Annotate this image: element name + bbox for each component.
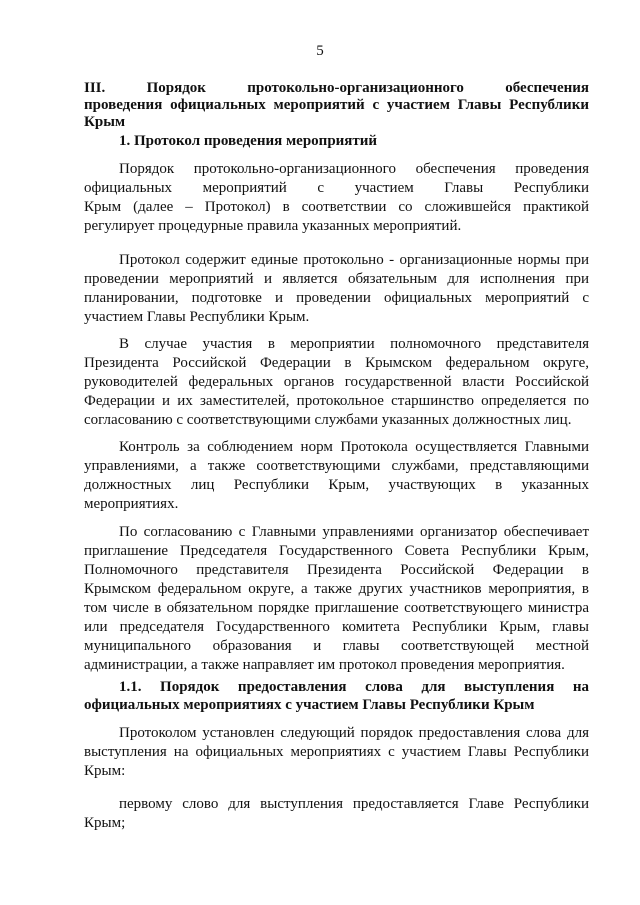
page-number: 5 (316, 43, 324, 59)
paragraph-line: должностных лиц Республики Крым, участвующих в указанных (84, 477, 589, 493)
paragraph-line: По согласованию с Главными управлениями организатор обеспечивает (119, 524, 589, 540)
subsection-1-1-title (84, 678, 589, 714)
section-title-line: проведения официальных мероприятий с участием Главы Республики (84, 97, 589, 113)
paragraph-line: Крым (далее – Протокол) в соответствии со сложившейся практикой (84, 199, 589, 215)
paragraph-line: Крым: (84, 763, 126, 779)
paragraph-line: регулирует процедурные правила указанных мероприятий. (84, 218, 462, 234)
paragraph-line: Крым; (84, 815, 126, 831)
paragraph-line: В случае участия в мероприятии полномочного представителя (119, 336, 589, 352)
section-title-line: Крым (84, 114, 126, 130)
subsection-title-line: официальных мероприятиях с участием Главы Республики Крым (84, 697, 535, 713)
paragraph (84, 160, 589, 236)
paragraph-line: Федерации и их заместителей, протокольное старшинство определяется по (84, 393, 589, 409)
paragraph (84, 795, 589, 833)
paragraph-line: администрации, а также направляет им протокол проведения мероприятия. (84, 657, 565, 673)
paragraph-line: Президента Российской Федерации в Крымском федеральном округе, (84, 355, 589, 371)
paragraph-line: Протокол содержит единые протокольно - организационные нормы при (119, 252, 589, 268)
paragraph-line: Протоколом установлен следующий порядок предоставления слова для (119, 725, 589, 741)
section-title (84, 80, 589, 131)
paragraph (84, 335, 589, 430)
paragraph-line: планировании, подготовке и проведении официальных мероприятий с (84, 290, 589, 306)
paragraph-line: или председателя Государственного комитета Республики Крым, главы (84, 619, 589, 635)
paragraph-line: руководителей федеральных органов государственной власти Российской (84, 374, 589, 390)
paragraph-line: первому слово для выступления предоставляется Главе Республики (119, 796, 589, 812)
paragraph (84, 251, 589, 327)
subsection-title: 1. Протокол проведения мероприятий (119, 133, 378, 149)
paragraph-line: участием Главы Республики Крым. (84, 309, 310, 325)
paragraph (84, 724, 589, 781)
paragraph-line: выступления на официальных мероприятиях с участием Главы Республики (84, 744, 589, 760)
paragraph-line: Крымском федеральном округе, а также других участников мероприятия, в (84, 581, 589, 597)
paragraph-line: приглашение Председателя Государственного Совета Республики Крым, (84, 543, 589, 559)
paragraph-line: управлениями, а также соответствующими службами, представляющими (84, 458, 589, 474)
paragraph-line: проведении мероприятий и является обязательным для исполнения при (84, 271, 589, 287)
paragraph-line: официальных мероприятий с участием Главы Республики (84, 180, 589, 196)
paragraph-line: мероприятиях. (84, 496, 179, 512)
paragraph-line: том числе в обязательном порядке приглашение соответствующего министра (84, 600, 589, 616)
paragraph (84, 438, 589, 514)
paragraph-line: Порядок протокольно-организационного обеспечения проведения (119, 161, 589, 177)
paragraph (84, 523, 589, 675)
paragraph-line: Полномочного представителя Президента Российской Федерации в (84, 562, 589, 578)
section-title-line: III. Порядок протокольно-организационного обеспечения (84, 80, 589, 96)
paragraph-line: согласованию с соответствующими службами указанных должностных лиц. (84, 412, 572, 428)
paragraph-line: муниципального образования и главы соответствующей местной (84, 638, 589, 654)
paragraph-line: Контроль за соблюдением норм Протокола осуществляется Главными (119, 439, 589, 455)
subsection-title-line: 1.1. Порядок предоставления слова для выступления на (119, 679, 589, 695)
